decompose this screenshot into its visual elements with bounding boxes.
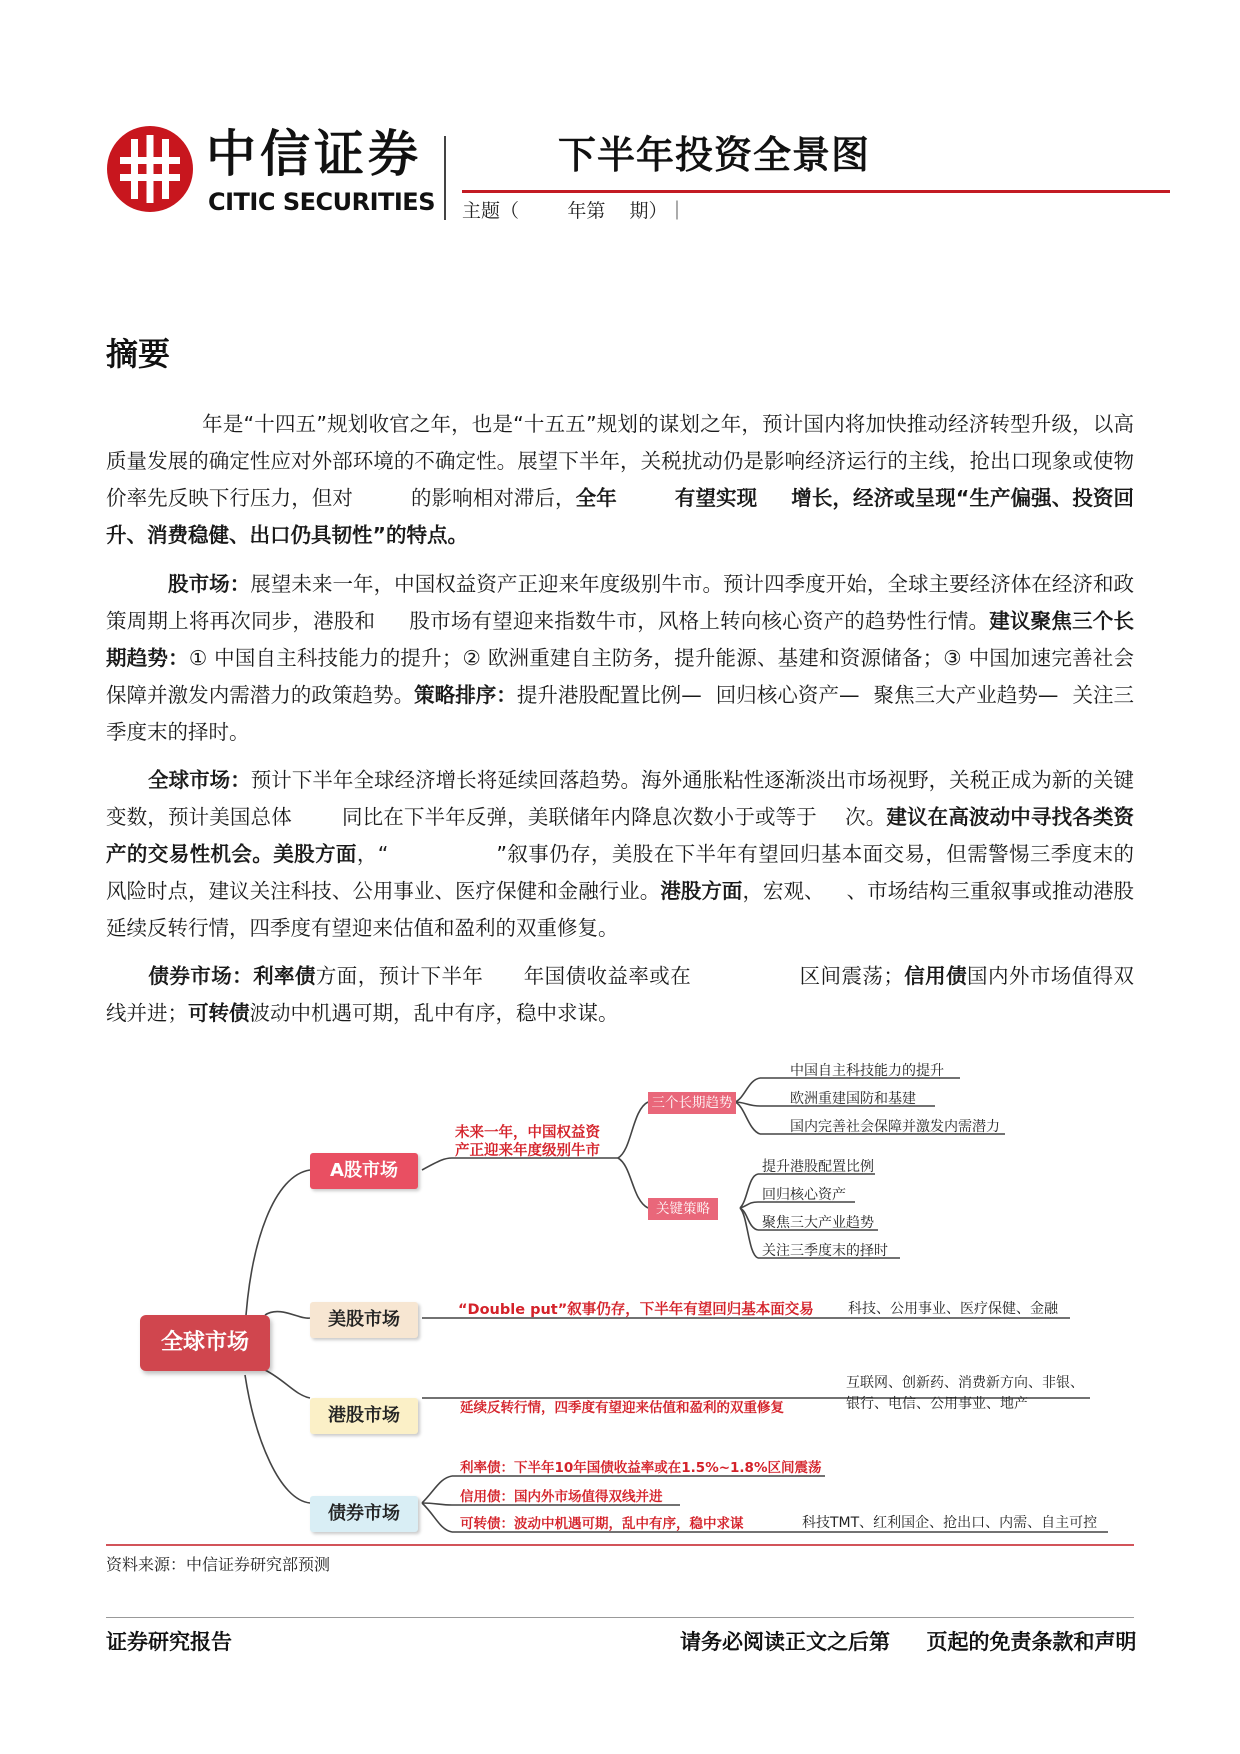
mindmap-node-bond: 债券市场 (310, 1496, 418, 1532)
us-sectors: 科技、公用事业、医疗保健、金融 (848, 1301, 1058, 1317)
footer-report-type: 证券研究报告 (106, 1630, 232, 1654)
figure-source: 资料来源：中信证券研究部预测 (106, 1555, 331, 1574)
a-share-note-line1: 未来一年，中国权益资 (455, 1125, 600, 1141)
bond-sectors: 科技TMT、红利国企、抢出口、内需、自主可控 (802, 1515, 1098, 1531)
abstract-paragraph-macro: 年是“十四五”规划收官之年，也是“十五五”规划的谋划之年，预计国内将加快推动经济转型升级，以高质量发展的确定性应对外部环境的不确定性。展望下半年，关税扰动仍是影响经济运行的主线，抢出口现象或使物价率先反映下行压力，但对 的影响相对滞后，全年 有望实现 增长，经济或呈现“生产偏强、投资回升、消费稳健、出口仍具韧性”的特点。 (106, 412, 1134, 547)
hk-sectors-line1: 互联网、创新药、消费新方向、非银、 (846, 1375, 1084, 1391)
strategy-leaf-2: 回归核心资产 (762, 1187, 846, 1203)
mindmap-root-node: 全球市场 (140, 1315, 270, 1371)
brand-name-en: CITIC SECURITIES (208, 188, 435, 216)
bond-convertible-note: 可转债：波动中机遇可期，乱中有序，稳中求谋 (460, 1516, 744, 1532)
trend-leaf-3: 国内完善社会保障并激发内需潜力 (790, 1119, 1000, 1135)
bond-credit-note: 信用债：国内外市场值得双线并进 (460, 1489, 663, 1505)
footer-disclaimer: 请务必阅读正文之后第 页起的免责条款和声明 (680, 1630, 1137, 1654)
hk-note: 延续反转行情，四季度有望迎来估值和盈利的双重修复 (460, 1400, 784, 1416)
trend-leaf-1: 中国自主科技能力的提升 (790, 1063, 944, 1079)
pill-key-strategy: 关键策略 (648, 1198, 718, 1220)
pill-long-term-trends: 三个长期趋势 (648, 1092, 736, 1114)
abstract-title: 摘要 (106, 335, 171, 373)
strategy-leaf-4: 关注三季度末的择时 (762, 1243, 888, 1259)
bond-rate-note: 利率债：下半年10年国债收益率或在1.5%~1.8%区间震荡 (460, 1460, 822, 1476)
subject-line: 主题（ 年第 期）｜ (462, 200, 687, 222)
strategy-leaf-1: 提升港股配置比例 (762, 1159, 874, 1175)
mindmap-node-us: 美股市场 (310, 1302, 418, 1338)
abstract-paragraph-bond: 债券市场：利率债方面，预计下半年 年国债收益率或在 区间震荡；信用债国内外市场值得双线并进；可转债波动中机遇可期，乱中有序，稳中求谋。 (106, 964, 1135, 1025)
trend-leaf-2: 欧洲重建国防和基建 (790, 1091, 916, 1107)
mindmap-node-a-share: A股市场 (310, 1153, 418, 1189)
hk-sectors-line2: 银行、电信、公用事业、地产 (846, 1396, 1028, 1412)
footer-rule (106, 1617, 1134, 1618)
abstract-paragraph-a-share: 股市场：展望未来一年，中国权益资产正迎来年度级别牛市。预计四季度开始，全球主要经济体在经济和政策周期上将再次同步，港股和 股市场有望迎来指数牛市，风格上转向核心资产的趋势性行情。建议聚焦三个长期趋势：① 中国自主科技能力的提升；② 欧洲重建自主防务，提升能源、基建和资源储备；③ 中国加速完善社会保障并激发内需潜力的政策趋势。策略排序：提升港股配置比例— 回归核心资产— 聚焦三大产业趋势— 关注三季度末的择时。 (106, 572, 1135, 744)
strategy-leaf-3: 聚焦三大产业趋势 (762, 1215, 874, 1231)
a-share-note-line2: 产正迎来年度级别牛市 (455, 1143, 600, 1159)
report-title: 下半年投资全景图 (558, 133, 871, 177)
abstract-paragraph-global: 全球市场：预计下半年全球经济增长将延续回落趋势。海外通胀粘性逐渐淡出市场视野，关税正成为新的关键变数，预计美国总体 同比在下半年反弹，美联储年内降息次数小于或等于 次。建议在高波动中寻找各类资产的交易性机会。美股方面，“ ”叙事仍存，美股在下半年有望回归基本面交易，但需警惕三季度末的风险时点，建议关注科技、公用事业、医疗保健和金融行业。港股方面，宏观、 、市场结构三重叙事或推动港股延续反转行情，四季度有望迎来估值和盈利的双重修复。 (106, 768, 1135, 940)
mindmap-node-hk: 港股市场 (310, 1398, 418, 1434)
brand-name-cn: 中信证券 (206, 125, 422, 183)
us-note: “Double put”叙事仍存，下半年有望回归基本面交易 (458, 1302, 814, 1318)
